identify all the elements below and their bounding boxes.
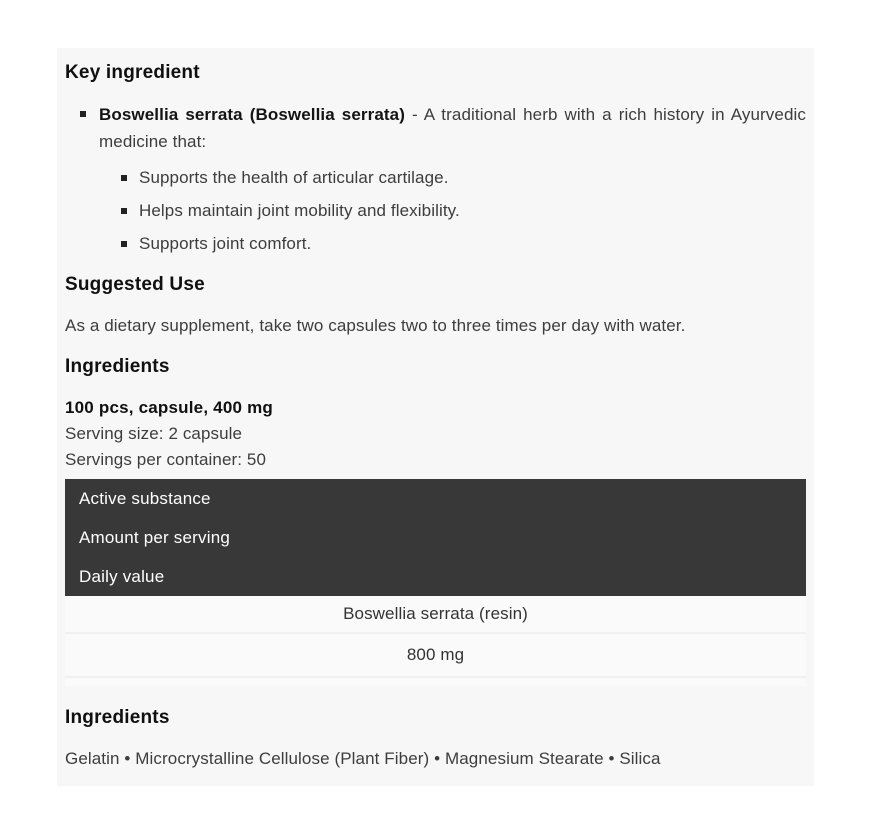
column-header-active-substance: Active substance [79, 489, 211, 508]
product-spec: 100 pcs, capsule, 400 mg [65, 398, 273, 417]
column-header-amount-per-serving: Amount per serving [79, 528, 231, 547]
bullet-square-icon [121, 208, 127, 214]
list-item [121, 165, 806, 191]
bullet-square-icon [121, 241, 127, 247]
benefit-text: Helps maintain joint mobility and flexibility. [139, 201, 460, 220]
other-ingredients-text: Gelatin • Microcrystalline Cellulose (Plant Fiber) • Magnesium Stearate • Silica [65, 749, 661, 768]
benefits-list [121, 165, 806, 257]
servings-per-container: Servings per container: 50 [65, 450, 267, 469]
table-row [65, 596, 806, 686]
product-description-card [57, 48, 814, 786]
cell-active-substance: Boswellia serrata (resin) [65, 596, 806, 634]
bullet-square-icon [121, 175, 127, 181]
key-ingredient-text [99, 101, 806, 155]
other-ingredients-heading: Ingredients [65, 707, 170, 728]
bullet-square-icon [80, 111, 86, 117]
suggested-use-heading: Suggested Use [65, 274, 205, 295]
ingredient-description: - A traditional herb with a rich history in Ayurvedic medicine that: [99, 105, 806, 151]
benefit-text: Supports joint comfort. [139, 234, 312, 253]
serving-size: Serving size: 2 capsule [65, 424, 243, 443]
column-header-daily-value: Daily value [79, 567, 165, 586]
ingredients-heading: Ingredients [65, 356, 170, 377]
suggested-use-text: As a dietary supplement, take two capsules two to three times per day with water. [65, 316, 686, 335]
key-ingredient-item [65, 101, 806, 155]
list-item [121, 198, 806, 224]
cell-amount-per-serving: 800 mg [65, 634, 806, 678]
supplement-facts-table [65, 479, 806, 686]
list-item [121, 231, 806, 257]
table-header [65, 479, 806, 596]
ingredient-name: Boswellia serrata (Boswellia serrata) [99, 105, 405, 124]
cell-daily-value [65, 678, 806, 686]
key-ingredient-heading: Key ingredient [65, 62, 200, 83]
benefit-text: Supports the health of articular cartilage. [139, 168, 449, 187]
